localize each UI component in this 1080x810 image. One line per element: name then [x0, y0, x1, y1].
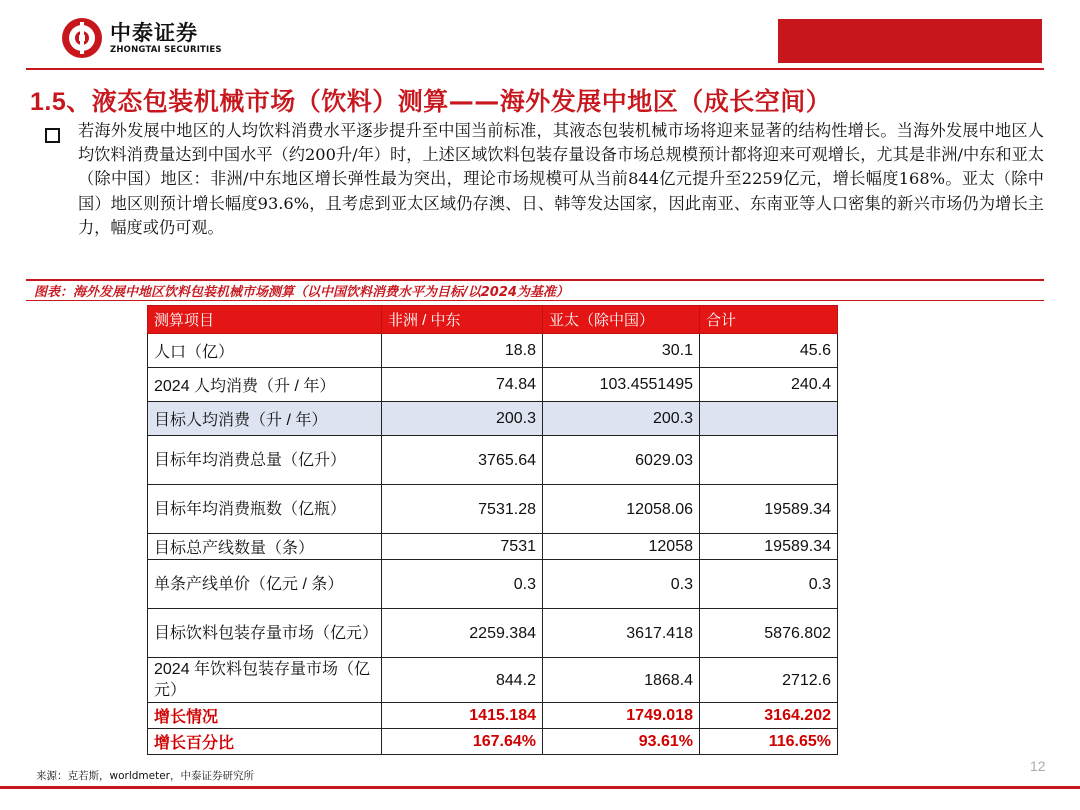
row-label: 2024 人均消费（升 / 年）	[148, 368, 382, 402]
cell-value: 19589.34	[700, 534, 838, 560]
cell-value: 167.64%	[382, 729, 543, 755]
market-estimate-table	[147, 305, 838, 755]
row-label: 增长百分比	[148, 729, 382, 755]
cell-value: 2712.6	[700, 658, 838, 703]
row-label: 目标人均消费（升 / 年）	[148, 402, 382, 436]
table-row	[148, 368, 838, 402]
row-label: 2024 年饮料包装存量市场（亿元）	[148, 658, 382, 703]
cell-value: 240.4	[700, 368, 838, 402]
cell-value: 7531	[382, 534, 543, 560]
cell-value: 103.4551495	[543, 368, 700, 402]
company-logo	[62, 18, 222, 58]
table-header-row	[148, 306, 838, 334]
table-row	[148, 485, 838, 534]
table-row-growth	[148, 703, 838, 729]
cell-value: 12058.06	[543, 485, 700, 534]
row-label: 目标饮料包装存量市场（亿元）	[148, 609, 382, 658]
table-row	[148, 534, 838, 560]
header-cell-total: 合计	[700, 306, 838, 334]
cell-value: 3164.202	[700, 703, 838, 729]
cell-value	[700, 402, 838, 436]
row-label: 目标年均消费瓶数（亿瓶）	[148, 485, 382, 534]
cell-value: 12058	[543, 534, 700, 560]
logo-icon	[62, 18, 102, 58]
cell-value: 5876.802	[700, 609, 838, 658]
table-row	[148, 560, 838, 609]
cell-value: 200.3	[382, 402, 543, 436]
table-row	[148, 334, 838, 368]
row-label: 目标总产线数量（条）	[148, 534, 382, 560]
cell-value: 0.3	[700, 560, 838, 609]
table-row	[148, 658, 838, 703]
cell-value: 200.3	[543, 402, 700, 436]
bullet-square-icon	[45, 128, 60, 143]
cell-value: 30.1	[543, 334, 700, 368]
cell-value: 844.2	[382, 658, 543, 703]
cell-value: 6029.03	[543, 436, 700, 485]
table-row-highlighted	[148, 402, 838, 436]
logo-name-en: ZHONGTAI SECURITIES	[110, 44, 222, 55]
cell-value: 93.61%	[543, 729, 700, 755]
cell-value: 0.3	[543, 560, 700, 609]
cell-value: 3765.64	[382, 436, 543, 485]
page-title	[30, 82, 831, 118]
cell-value: 7531.28	[382, 485, 543, 534]
header-red-block	[778, 19, 1042, 63]
cell-value: 3617.418	[543, 609, 700, 658]
row-label: 人口（亿）	[148, 334, 382, 368]
cell-value: 74.84	[382, 368, 543, 402]
cell-value: 18.8	[382, 334, 543, 368]
title-number: 1.5	[30, 88, 67, 116]
header-cell-item: 测算项目	[148, 306, 382, 334]
body-paragraph: 若海外发展中地区的人均饮料消费水平逐步提升至中国当前标准，其液态包装机械市场将迎来显著的结构性增长。当海外发展中地区人均饮料消费量达到中国水平（约200升/年）时，上述区域饮料包装存量设备市场总规模预计都将迎来可观增长，尤其是非洲/中东和亚太（除中国）地区：非洲/中东地区增长弹性最为突出，理论市场规模可从当前844亿元提升至2259亿元，增长幅度168%。亚太（除中国）地区则预计增长幅度93.6%，且考虑到亚太区域仍存澳、日、韩等发达国家，因此南亚、东南亚等人口密集的新兴市场仍为增长主力，幅度或仍可观。	[78, 121, 1044, 237]
cell-value: 1868.4	[543, 658, 700, 703]
cell-value: 1749.018	[543, 703, 700, 729]
row-label: 单条产线单价（亿元 / 条）	[148, 560, 382, 609]
header-cell-apac-ex-china: 亚太（除中国）	[543, 306, 700, 334]
logo-name-cn: 中泰证券	[110, 20, 198, 45]
table-row	[148, 436, 838, 485]
cell-value	[700, 436, 838, 485]
cell-value: 0.3	[382, 560, 543, 609]
footer-divider	[0, 786, 1080, 789]
row-label: 增长情况	[148, 703, 382, 729]
page-number: 12	[1030, 758, 1046, 774]
row-label: 目标年均消费总量（亿升）	[148, 436, 382, 485]
cell-value: 2259.384	[382, 609, 543, 658]
cell-value: 1415.184	[382, 703, 543, 729]
source-note: 来源：克若斯，worldmeter，中泰证券研究所	[36, 770, 254, 782]
cell-value: 45.6	[700, 334, 838, 368]
header-divider	[26, 68, 1044, 70]
cell-value: 116.65%	[700, 729, 838, 755]
caption-bottom-divider	[26, 300, 1044, 301]
title-text: 、液态包装机械市场（饮料）测算——海外发展中地区（成长空间）	[66, 87, 832, 116]
header-cell-africa-mideast: 非洲 / 中东	[382, 306, 543, 334]
cell-value: 19589.34	[700, 485, 838, 534]
table-row-growth-percent	[148, 729, 838, 755]
table-row	[148, 609, 838, 658]
figure-caption: 图表：海外发展中地区饮料包装机械市场测算（以中国饮料消费水平为目标/以2024为基准）	[34, 285, 569, 300]
